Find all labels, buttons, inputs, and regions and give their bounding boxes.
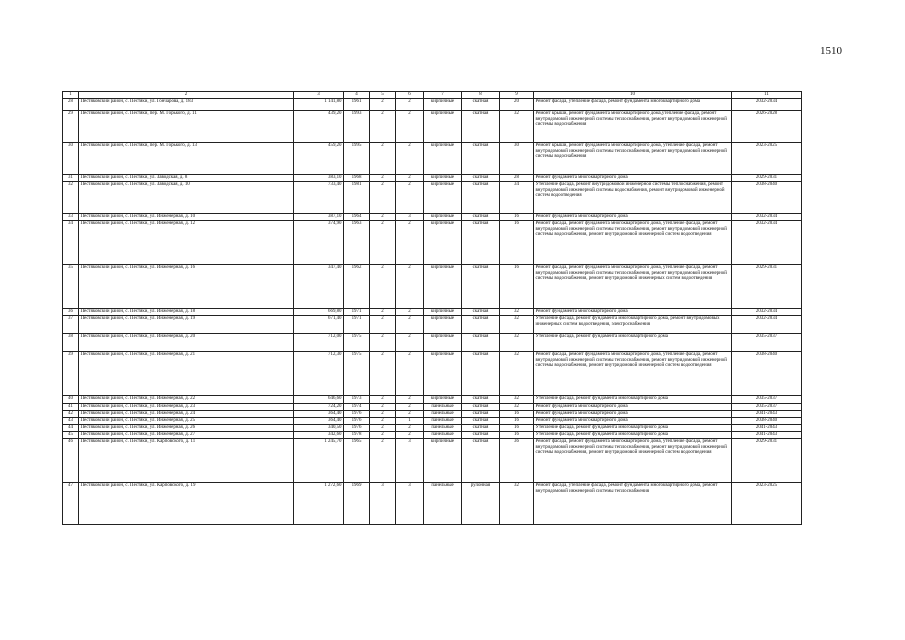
roof-type-cell: скатная: [462, 316, 500, 334]
row-number-cell: 44: [63, 425, 79, 432]
apartments-cell: 16: [500, 425, 534, 432]
floors-cell: 2: [370, 396, 396, 404]
area-cell: 712,00: [294, 334, 344, 352]
column-header-10: 10: [534, 92, 732, 99]
wall-material-cell: кирпичные: [424, 182, 462, 214]
address-cell: Пестяковский район, с. Пестяки, ул. Инженерная, д. 12: [79, 221, 294, 265]
floors-cell: 2: [370, 316, 396, 334]
column-header-11: 11: [732, 92, 802, 99]
floors-cell: 2: [370, 111, 396, 143]
wall-material-cell: панельные: [424, 404, 462, 411]
work-period-cell: 2041-2043: [732, 411, 802, 418]
area-cell: 374,90: [294, 221, 344, 265]
roof-type-cell: скатная: [462, 309, 500, 316]
row-number-cell: 43: [63, 418, 79, 425]
planned-works-cell: Ремонт фундамента многоквартирного дома: [534, 214, 732, 221]
row-number-cell: 47: [63, 483, 79, 525]
column-header-7: 7: [424, 92, 462, 99]
entrances-cell: 2: [396, 309, 424, 316]
roof-type-cell: скатная: [462, 99, 500, 111]
floors-cell: 2: [370, 175, 396, 182]
apartments-cell: 16: [500, 432, 534, 439]
row-number-cell: 29: [63, 111, 79, 143]
wall-material-cell: кирпичные: [424, 265, 462, 309]
floors-cell: 2: [370, 221, 396, 265]
row-number-cell: 33: [63, 214, 79, 221]
area-cell: 342,60: [294, 432, 344, 439]
area-cell: 646,60: [294, 396, 344, 404]
work-period-cell: 2041-2043: [732, 432, 802, 439]
work-period-cell: 2038-2040: [732, 418, 802, 425]
address-cell: Пестяковский район, с. Пестяки, ул. Заводская, д. 10: [79, 182, 294, 214]
table-row: [63, 439, 802, 483]
floors-cell: 2: [370, 99, 396, 111]
column-header-6: 6: [396, 92, 424, 99]
planned-works-cell: Ремонт фасада, ремонт фундамента многоквартирного дома, утепление фасада, ремонт внутридомовой инженерной системы теплоснабжения, ремонт внутридомовой инженерной системы водоснабжения, ремонт внутридомовой инженерной систем водоотведения: [534, 221, 732, 265]
table-row: [63, 143, 802, 175]
wall-material-cell: кирпичные: [424, 143, 462, 175]
apartments-cell: 16: [500, 265, 534, 309]
area-cell: 459,20: [294, 143, 344, 175]
wall-material-cell: кирпичные: [424, 99, 462, 111]
table-row: [63, 111, 802, 143]
row-number-cell: 36: [63, 309, 79, 316]
planned-works-cell: Ремонт фасада, утепление фасада, ремонт фундамента многоквартирного дома: [534, 99, 732, 111]
roof-type-cell: скатная: [462, 175, 500, 182]
address-cell: Пестяковский район, с. Пестяки, ул. Заводская, д. 8: [79, 175, 294, 182]
floors-cell: 2: [370, 265, 396, 309]
address-cell: Пестяковский район, с. Пестяки, ул. Карповского, д. 19: [79, 483, 294, 525]
table-row: [63, 265, 802, 309]
area-cell: 383,10: [294, 175, 344, 182]
area-cell: 387,10: [294, 214, 344, 221]
build-year-cell: 1962: [344, 265, 370, 309]
entrances-cell: 2: [396, 111, 424, 143]
apartments-cell: 28: [500, 175, 534, 182]
area-cell: 340,50: [294, 425, 344, 432]
build-year-cell: 1971: [344, 316, 370, 334]
address-cell: Пестяковский район, с. Пестяки, пер. М. Горького, д. 11: [79, 111, 294, 143]
address-cell: Пестяковский район, с. Пестяки, ул. Гончарова, д. 183: [79, 99, 294, 111]
table-row: [63, 352, 802, 396]
address-cell: Пестяковский район, с. Пестяки, ул. Инженерная, д. 27: [79, 432, 294, 439]
area-cell: 733,40: [294, 182, 344, 214]
planned-works-cell: Ремонт фундамента многоквартирного дома: [534, 411, 732, 418]
work-period-cell: 2026-2028: [732, 111, 802, 143]
table-row: [63, 418, 802, 425]
apartments-cell: 32: [500, 483, 534, 525]
entrances-cell: 2: [396, 404, 424, 411]
entrances-cell: 2: [396, 175, 424, 182]
table-row: [63, 483, 802, 525]
planned-works-cell: Ремонт фундамента многоквартирного дома: [534, 175, 732, 182]
table-row: [63, 214, 802, 221]
roof-type-cell: скатная: [462, 265, 500, 309]
planned-works-cell: Утепление фасада, ремонт фундамента многоквартирного дома: [534, 396, 732, 404]
planned-works-cell: Ремонт фасада, ремонт фундамента многоквартирного дома, утепление фасада, ремонт внутридомовой инженерной системы теплоснабжения, ремонт внутридомовой инженерной системы водоснабжения, ремонт внутридомовой инженерной систем водоотведения: [534, 352, 732, 396]
table-row: [63, 334, 802, 352]
roof-type-cell: скатная: [462, 143, 500, 175]
address-cell: Пестяковский район, с. Пестяки, ул. Инженерная, д. 10: [79, 214, 294, 221]
work-period-cell: 2035-2037: [732, 404, 802, 411]
apartments-cell: 32: [500, 396, 534, 404]
apartments-cell: 34: [500, 182, 534, 214]
build-year-cell: 1973: [344, 396, 370, 404]
build-year-cell: 1976: [344, 411, 370, 418]
planned-works-cell: Ремонт фундамента многоквартирного дома: [534, 418, 732, 425]
column-header-1: 1: [63, 92, 79, 99]
address-cell: Пестяковский район, с. Пестяки, ул. Инженерная, д. 25: [79, 418, 294, 425]
row-number-cell: 34: [63, 221, 79, 265]
row-number-cell: 37: [63, 316, 79, 334]
work-period-cell: 2035-2037: [732, 396, 802, 404]
apartments-cell: 32: [500, 316, 534, 334]
build-year-cell: 1969: [344, 483, 370, 525]
table-row: [63, 221, 802, 265]
area-cell: 1 245,70: [294, 439, 344, 483]
planned-works-cell: Ремонт крыши, ремонт фундамента многоквартирного дома, утепление фасада, ремонт внутридомовой инженерной системы теплоснабжения, ремонт внутридомовой инженерной системы водоснабжения: [534, 143, 732, 175]
roof-type-cell: скатная: [462, 404, 500, 411]
column-header-2: 2: [79, 92, 294, 99]
wall-material-cell: кирпичные: [424, 439, 462, 483]
building-registry-table: [62, 91, 802, 525]
address-cell: Пестяковский район, с. Пестяки, ул. Инженерная, д. 18: [79, 309, 294, 316]
apartments-cell: 32: [500, 352, 534, 396]
address-cell: Пестяковский район, с. Пестяки, ул. Карповского, д. 11: [79, 439, 294, 483]
build-year-cell: 1976: [344, 418, 370, 425]
apartments-cell: 32: [500, 404, 534, 411]
area-cell: 364,40: [294, 411, 344, 418]
table-row: [63, 411, 802, 418]
floors-cell: 2: [370, 404, 396, 411]
area-cell: 347,40: [294, 265, 344, 309]
address-cell: Пестяковский район, с. Пестяки, ул. Инженерная, д. 22: [79, 396, 294, 404]
apartments-cell: 16: [500, 221, 534, 265]
roof-type-cell: скатная: [462, 432, 500, 439]
address-cell: Пестяковский район, с. Пестяки, ул. Инженерная, д. 20: [79, 334, 294, 352]
work-period-cell: 2032-2034: [732, 99, 802, 111]
roof-type-cell: скатная: [462, 418, 500, 425]
area-cell: 1 141,80: [294, 99, 344, 111]
roof-type-cell: скатная: [462, 214, 500, 221]
table-row: [63, 316, 802, 334]
entrances-cell: 2: [396, 265, 424, 309]
planned-works-cell: Ремонт фундамента многоквартирного дома: [534, 404, 732, 411]
entrances-cell: 2: [396, 334, 424, 352]
build-year-cell: 1975: [344, 334, 370, 352]
apartments-cell: 32: [500, 334, 534, 352]
row-number-cell: 40: [63, 396, 79, 404]
floors-cell: 2: [370, 143, 396, 175]
build-year-cell: 1978: [344, 432, 370, 439]
entrances-cell: 2: [396, 99, 424, 111]
floors-cell: 2: [370, 425, 396, 432]
roof-type-cell: рулонная: [462, 483, 500, 525]
row-number-cell: 39: [63, 352, 79, 396]
wall-material-cell: панельные: [424, 418, 462, 425]
entrances-cell: 2: [396, 143, 424, 175]
build-year-cell: 1965: [344, 439, 370, 483]
floors-cell: 2: [370, 309, 396, 316]
entrances-cell: 3: [396, 214, 424, 221]
area-cell: 439,20: [294, 111, 344, 143]
table-row: [63, 432, 802, 439]
floors-cell: 2: [370, 334, 396, 352]
planned-works-cell: Ремонт фасада, ремонт фундамента многоквартирного дома, утепление фасада, ремонт внутридомовой инженерной системы теплоснабжения, ремонт внутридомовой инженерной системы водоснабжения, ремонт внутридомовой инженерной систем водоотведения: [534, 439, 732, 483]
apartments-cell: 16: [500, 418, 534, 425]
entrances-cell: 2: [396, 182, 424, 214]
wall-material-cell: панельные: [424, 425, 462, 432]
area-cell: 724,20: [294, 404, 344, 411]
work-period-cell: 2032-2034: [732, 221, 802, 265]
row-number-cell: 32: [63, 182, 79, 214]
build-year-cell: 1995: [344, 143, 370, 175]
row-number-cell: 41: [63, 404, 79, 411]
column-header-9: 9: [500, 92, 534, 99]
wall-material-cell: кирпичные: [424, 221, 462, 265]
table-row: [63, 425, 802, 432]
apartments-cell: 32: [500, 111, 534, 143]
roof-type-cell: скатная: [462, 221, 500, 265]
apartments-cell: 30: [500, 143, 534, 175]
work-period-cell: 2035-2037: [732, 334, 802, 352]
build-year-cell: 1968: [344, 175, 370, 182]
work-period-cell: 2032-2034: [732, 214, 802, 221]
address-cell: Пестяковский район, с. Пестяки, пер. М. Горького, д. 13: [79, 143, 294, 175]
planned-works-cell: Ремонт фасада, ремонт фундамента многоквартирного дома, утепление фасада, ремонт внутридомовой инженерной системы теплоснабжения, ремонт внутридомовой инженерной системы водоснабжения, ремонт внутридомовой инженерных систем водоотведения: [534, 265, 732, 309]
entrances-cell: 3: [396, 483, 424, 525]
row-number-cell: 38: [63, 334, 79, 352]
build-year-cell: 1975: [344, 352, 370, 396]
planned-works-cell: Утепление фасада, ремонт внутридомовой инженерной системы теплоснабжения, ремонт внутридомовой инженерной системы водоснабжения, ремонт внутридомовой инженерной систем водоотведения: [534, 182, 732, 214]
floors-cell: 3: [370, 483, 396, 525]
area-cell: 1 272,60: [294, 483, 344, 525]
wall-material-cell: панельные: [424, 411, 462, 418]
entrances-cell: 1: [396, 418, 424, 425]
column-header-8: 8: [462, 92, 500, 99]
work-period-cell: 2038-2040: [732, 182, 802, 214]
row-number-cell: 45: [63, 432, 79, 439]
table-row: [63, 175, 802, 182]
entrances-cell: 2: [396, 411, 424, 418]
build-year-cell: 1963: [344, 221, 370, 265]
planned-works-cell: Ремонт фасада, утепление фасада, ремонт фундамента многоквартирного дома, ремонт внутридомовой инженерной системы теплоснабжения: [534, 483, 732, 525]
planned-works-cell: Утепление фасада, ремонт фундамента многоквартирного дома: [534, 334, 732, 352]
roof-type-cell: скатная: [462, 182, 500, 214]
row-number-cell: 46: [63, 439, 79, 483]
area-cell: 364,40: [294, 418, 344, 425]
wall-material-cell: кирпичные: [424, 309, 462, 316]
apartments-cell: 36: [500, 439, 534, 483]
floors-cell: 2: [370, 411, 396, 418]
address-cell: Пестяковский район, с. Пестяки, ул. Инженерная, д. 19: [79, 316, 294, 334]
address-cell: Пестяковский район, с. Пестяки, ул. Инженерная, д. 23: [79, 404, 294, 411]
floors-cell: 2: [370, 182, 396, 214]
work-period-cell: 2029-2031: [732, 439, 802, 483]
area-cell: 671,40: [294, 316, 344, 334]
wall-material-cell: кирпичные: [424, 175, 462, 182]
apartments-cell: 16: [500, 411, 534, 418]
entrances-cell: 2: [396, 316, 424, 334]
wall-material-cell: кирпичные: [424, 214, 462, 221]
floors-cell: 2: [370, 439, 396, 483]
wall-material-cell: панельные: [424, 432, 462, 439]
row-number-cell: 35: [63, 265, 79, 309]
build-year-cell: 1981: [344, 182, 370, 214]
column-header-5: 5: [370, 92, 396, 99]
wall-material-cell: кирпичные: [424, 316, 462, 334]
address-cell: Пестяковский район, с. Пестяки, ул. Инженерная, д. 16: [79, 265, 294, 309]
roof-type-cell: скатная: [462, 396, 500, 404]
entrances-cell: 2: [396, 352, 424, 396]
build-year-cell: 1976: [344, 425, 370, 432]
table-row: [63, 182, 802, 214]
table-row: [63, 404, 802, 411]
area-cell: 712,30: [294, 352, 344, 396]
roof-type-cell: скатная: [462, 111, 500, 143]
roof-type-cell: скатная: [462, 352, 500, 396]
roof-type-cell: скатная: [462, 425, 500, 432]
row-number-cell: 28: [63, 99, 79, 111]
build-year-cell: 1974: [344, 404, 370, 411]
table-row: [63, 99, 802, 111]
build-year-cell: 1993: [344, 111, 370, 143]
work-period-cell: 2041-2043: [732, 425, 802, 432]
roof-type-cell: скатная: [462, 411, 500, 418]
entrances-cell: 2: [396, 432, 424, 439]
apartments-cell: 16: [500, 214, 534, 221]
wall-material-cell: панельные: [424, 483, 462, 525]
build-year-cell: 1971: [344, 309, 370, 316]
table-row: [63, 396, 802, 404]
work-period-cell: 2038-2040: [732, 352, 802, 396]
work-period-cell: 2029-2031: [732, 265, 802, 309]
column-header-3: 3: [294, 92, 344, 99]
wall-material-cell: кирпичные: [424, 352, 462, 396]
floors-cell: 2: [370, 352, 396, 396]
address-cell: Пестяковский район, с. Пестяки, ул. Инженерная, д. 21: [79, 352, 294, 396]
area-cell: 669,80: [294, 309, 344, 316]
planned-works-cell: Ремонт фундамента многоквартирного дома: [534, 309, 732, 316]
entrances-cell: 2: [396, 425, 424, 432]
planned-works-cell: Утепление фасада, ремонт фундамента многоквартирного дома, ремонт внутридомовых инженерных систем водоотведения, электроснабжения: [534, 316, 732, 334]
entrances-cell: 2: [396, 221, 424, 265]
work-period-cell: 2032-2034: [732, 316, 802, 334]
entrances-cell: 3: [396, 439, 424, 483]
build-year-cell: 1964: [344, 214, 370, 221]
row-number-cell: 31: [63, 175, 79, 182]
row-number-cell: 30: [63, 143, 79, 175]
planned-works-cell: Утепление фасада, ремонт фундамента многоквартирного дома: [534, 432, 732, 439]
wall-material-cell: кирпичные: [424, 396, 462, 404]
roof-type-cell: скатная: [462, 439, 500, 483]
address-cell: Пестяковский район, с. Пестяки, ул. Инженерная, д. 26: [79, 425, 294, 432]
planned-works-cell: Утепление фасада, ремонт фундамента многоквартирного дома: [534, 425, 732, 432]
address-cell: Пестяковский район, с. Пестяки, ул. Инженерная, д. 24: [79, 411, 294, 418]
build-year-cell: 1961: [344, 99, 370, 111]
table-row: [63, 309, 802, 316]
apartments-cell: 32: [500, 309, 534, 316]
work-period-cell: 2023-2025: [732, 483, 802, 525]
work-period-cell: 2029-2031: [732, 175, 802, 182]
column-header-4: 4: [344, 92, 370, 99]
wall-material-cell: кирпичные: [424, 334, 462, 352]
column-number-header-row: [63, 92, 802, 99]
planned-works-cell: Ремонт крыши, ремонт фундамента многоквартирного дома,утепление фасада, ремонт внутридомовой инженерной системы теплоснабжения, ремонт внутридомовой инженерной системы водоснабжения: [534, 111, 732, 143]
floors-cell: 2: [370, 432, 396, 439]
row-number-cell: 42: [63, 411, 79, 418]
wall-material-cell: кирпичные: [424, 111, 462, 143]
apartments-cell: 20: [500, 99, 534, 111]
entrances-cell: 2: [396, 396, 424, 404]
roof-type-cell: скатная: [462, 334, 500, 352]
work-period-cell: 2023-2025: [732, 143, 802, 175]
table-body: [63, 92, 802, 525]
page-number: 1510: [820, 45, 842, 57]
floors-cell: 2: [370, 214, 396, 221]
work-period-cell: 2032-2034: [732, 309, 802, 316]
floors-cell: 2: [370, 418, 396, 425]
